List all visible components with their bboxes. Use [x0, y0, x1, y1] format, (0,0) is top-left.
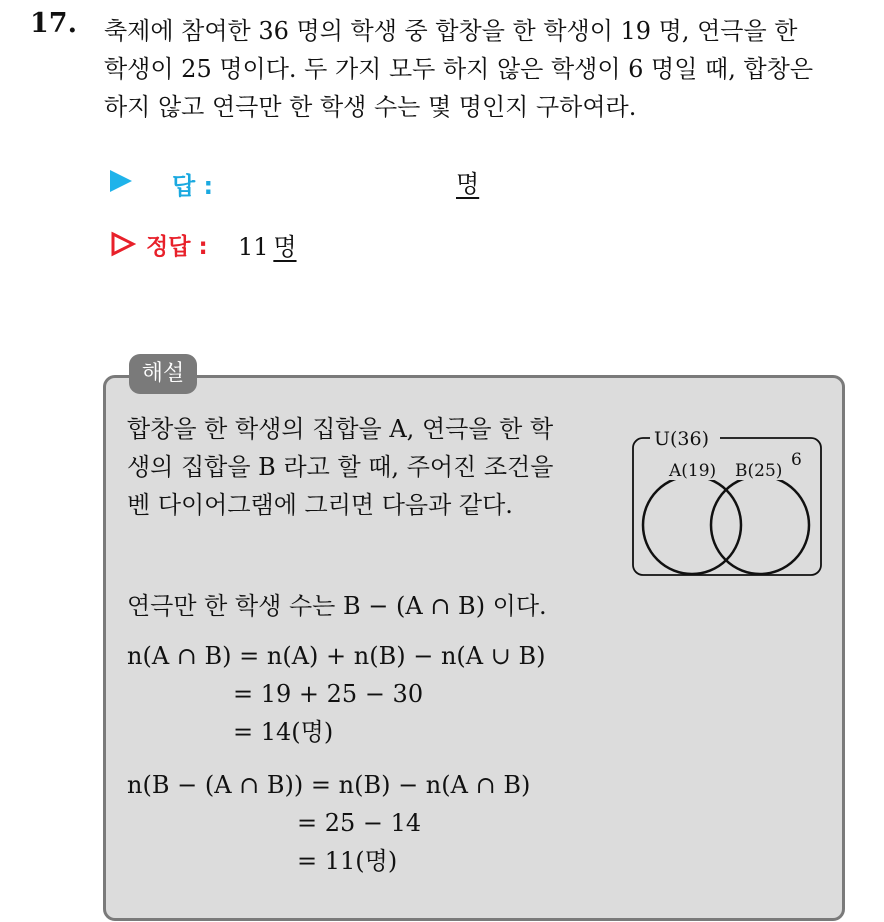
- venn-outside-count: 6: [791, 450, 802, 470]
- calc1-line-2: = 19 + 25 − 30: [233, 680, 424, 708]
- calc2-line-1: n(B − (A ∩ B)) = n(B) − n(A ∩ B): [127, 771, 531, 799]
- solution-line-2: 생의 집합을 B 라고 할 때, 주어진 조건을: [127, 453, 554, 481]
- venn-b-label: B(25): [735, 461, 783, 481]
- correct-answer-value: [238, 227, 297, 262]
- venn-a-label: A(19): [669, 461, 717, 481]
- solution-line-1: 합창을 한 학생의 집합을 A, 연극을 한 학: [127, 415, 554, 443]
- correct-answer-number: 11: [238, 233, 269, 261]
- play-outline-icon: [110, 231, 136, 257]
- venn-diagram: [630, 418, 824, 578]
- answer-unit: 명: [456, 170, 480, 198]
- calc2-line-2: = 25 − 14: [297, 809, 422, 837]
- calc1-line-3: = 14(명): [233, 718, 334, 746]
- question-line-1: 축제에 참여한 36 명의 학생 중 합창을 한 학생이 19 명, 연극을 한: [104, 17, 798, 45]
- play-icon: [110, 170, 132, 192]
- correct-answer-label: 정답 :: [146, 234, 208, 260]
- correct-answer-unit: 명: [273, 233, 297, 261]
- answer-row: [110, 166, 510, 200]
- correct-answer-row: [110, 228, 410, 260]
- question-number: 17.: [30, 8, 77, 39]
- question-line-3: 하지 않고 연극만 한 학생 수는 몇 명인지 구하여라.: [104, 93, 637, 121]
- solution-line-4: 연극만 한 학생 수는 B − (A ∩ B) 이다.: [127, 592, 547, 620]
- venn-circle-b: [711, 476, 809, 574]
- calc2-line-3: = 11(명): [297, 847, 398, 875]
- solution-line-3: 벤 다이어그램에 그리면 다음과 같다.: [127, 491, 513, 519]
- solution-tab: 해설: [129, 354, 197, 394]
- answer-label: 답 :: [172, 172, 214, 200]
- calc1-line-1: n(A ∩ B) = n(A) + n(B) − n(A ∪ B): [127, 642, 546, 670]
- question-line-2: 학생이 25 명이다. 두 가지 모두 하지 않은 학생이 6 명일 때, 합창은: [104, 55, 814, 83]
- venn-universe-label: U(36): [654, 428, 710, 450]
